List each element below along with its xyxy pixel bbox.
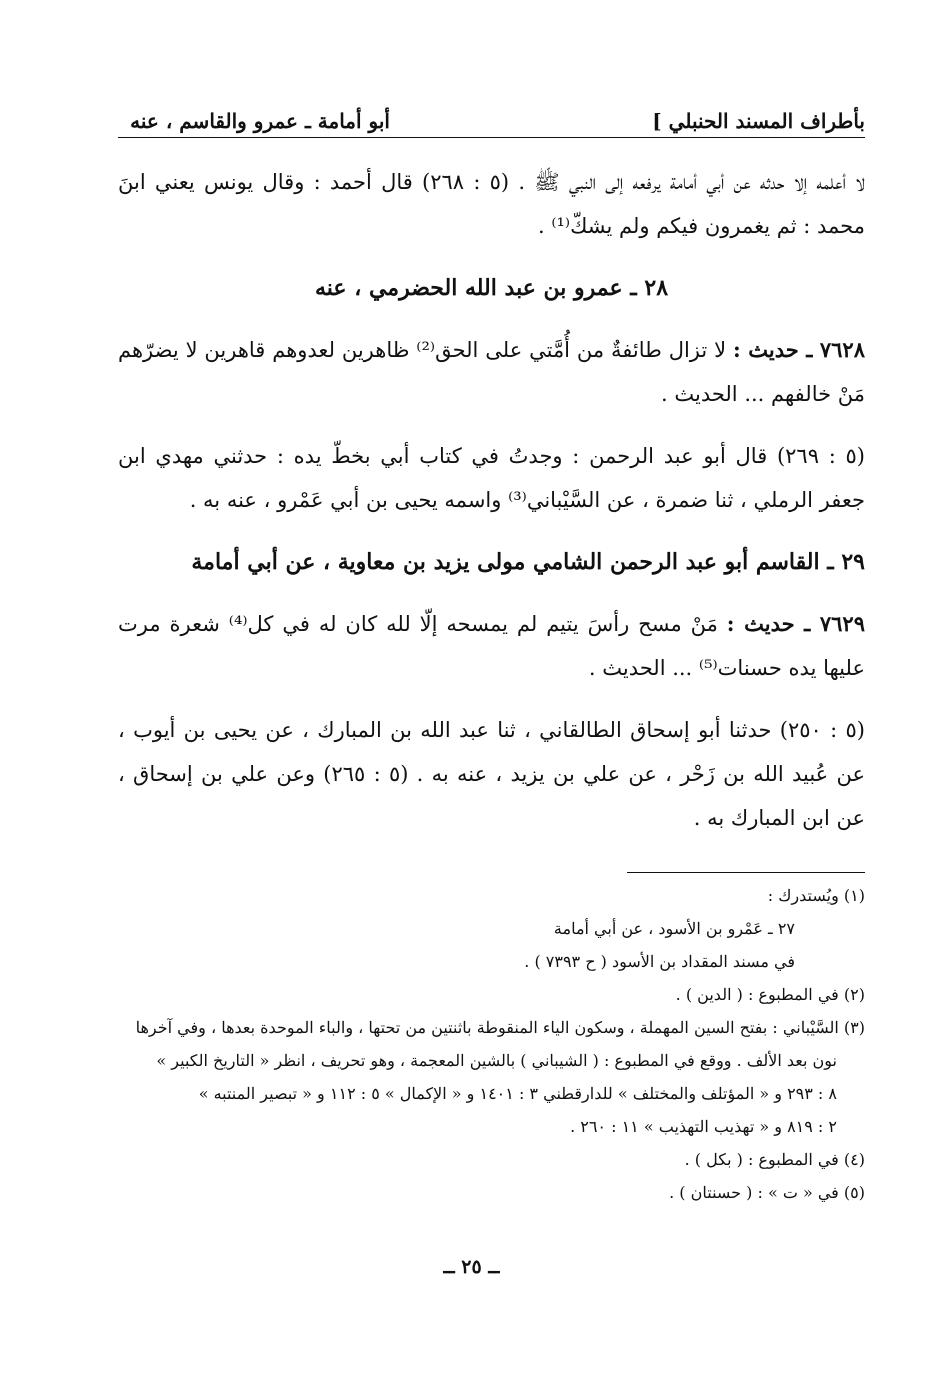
footnote-4: (٤) في المطبوع : ( بكل ) . (684, 1150, 865, 1169)
hadith-7628 (118, 328, 865, 416)
footnote-1-line: في مسند المقداد بن الأسود ( ح ٧٣٩٣ ) . (524, 952, 795, 971)
header-book-title: بأطراف المسند الحنبلي ] (652, 109, 865, 133)
footnote-1-line: ٢٧ ـ عَمْرو بن الأسود ، عن أبي أمامة (553, 919, 795, 938)
footnotes (118, 872, 865, 1209)
running-header (118, 98, 865, 138)
isnad-7629: (٥ : ٢٥٠) حدثنا أبو إسحاق الطالقاني ، ثنا عبد الله بن المبارك ، عن يحيى بن أيوب ، عن عُبيد الله بن زَحْر ، عن علي بن يزيد ، عنه به . (٥ : ٢٦٥) وعن علي بن إسحاق ، عن ابن المبارك به . (118, 718, 865, 830)
header-section-title: أبو أمامة ـ عمرو والقاسم ، عنه (130, 109, 390, 133)
footnote-2: (٢) في المطبوع : ( الدين ) . (675, 985, 865, 1004)
paragraph-continuation: لا أعلمه إلا حدثه عن أبي أمامة يرفعه إلى النبي ﷺ . (٥ : ٢٦٨) قال أحمد : وقال يونس يعني ابنَ محمد : ثم يغمرون فيكم ولم يشكّ⁽¹⁾ . (118, 170, 865, 238)
section-heading-29: ٢٩ ـ القاسم أبو عبد الرحمن الشامي مولى يزيد بن معاوية ، عن أبي أمامة (191, 549, 865, 575)
hadith-7629 (118, 602, 865, 690)
footnote-1: (١) ويُستدرك : (767, 886, 865, 905)
page-number: ــ ٢٥ ــ (443, 1256, 500, 1278)
footnote-divider (627, 872, 865, 873)
hadith-number: ٧٦٢٨ ـ حديث : (732, 337, 865, 362)
main-text (118, 160, 865, 858)
hadith-text: لا تزال طائفةٌ من أُمَّتي على الحق⁽²⁾ ظاهرين لعدوهم قاهرين لا يضرّهم مَنْ خالفهم ... الحديث . (118, 338, 865, 406)
footnote-3-line: ٢ : ٨١٩ و « تهذيب التهذيب » ١١ : ٢٦٠ . (570, 1117, 837, 1136)
footnote-3-line: ٨ : ٢٩٣ و « المؤتلف والمختلف » للدارقطني ٣ : ١٤٠١ و « الإكمال » ٥ : ١١٢ و « تبصير المنتبه » (198, 1084, 837, 1103)
section-heading-28: ٢٨ ـ عمرو بن عبد الله الحضرمي ، عنه (314, 275, 669, 301)
hadith-text: مَنْ مسح رأسَ يتيم لم يمسحه إلّا لله كان له في كل⁽⁴⁾ شعرة مرت عليها يده حسنات⁽⁵⁾ ... الحديث . (118, 612, 865, 680)
footnote-5: (٥) في « ت » : ( حسنتان ) . (669, 1183, 865, 1202)
isnad-7628: (٥ : ٢٦٩) قال أبو عبد الرحمن : وجدتُ في كتاب أبي بخطّ يده : حدثني مهدي ابن جعفر الرملي ، ثنا ضمرة ، عن السَّيْباني⁽³⁾ واسمه يحيى بن أبي عَمْرو ، عنه به . (118, 444, 865, 512)
hadith-number: ٧٦٢٩ ـ حديث : (726, 611, 865, 636)
footnote-3: (٣) السَّيْباني : بفتح السين المهملة ، وسكون الياء المنقوطة باثنتين من تحتها ، والباء الموحدة بعدها ، وفي آخرها (135, 1018, 865, 1037)
footnote-3-line: نون بعد الألف . ووقع في المطبوع : ( الشيباني ) بالشين المعجمة ، وهو تحريف ، انظر « التاريخ الكبير » (156, 1051, 837, 1070)
